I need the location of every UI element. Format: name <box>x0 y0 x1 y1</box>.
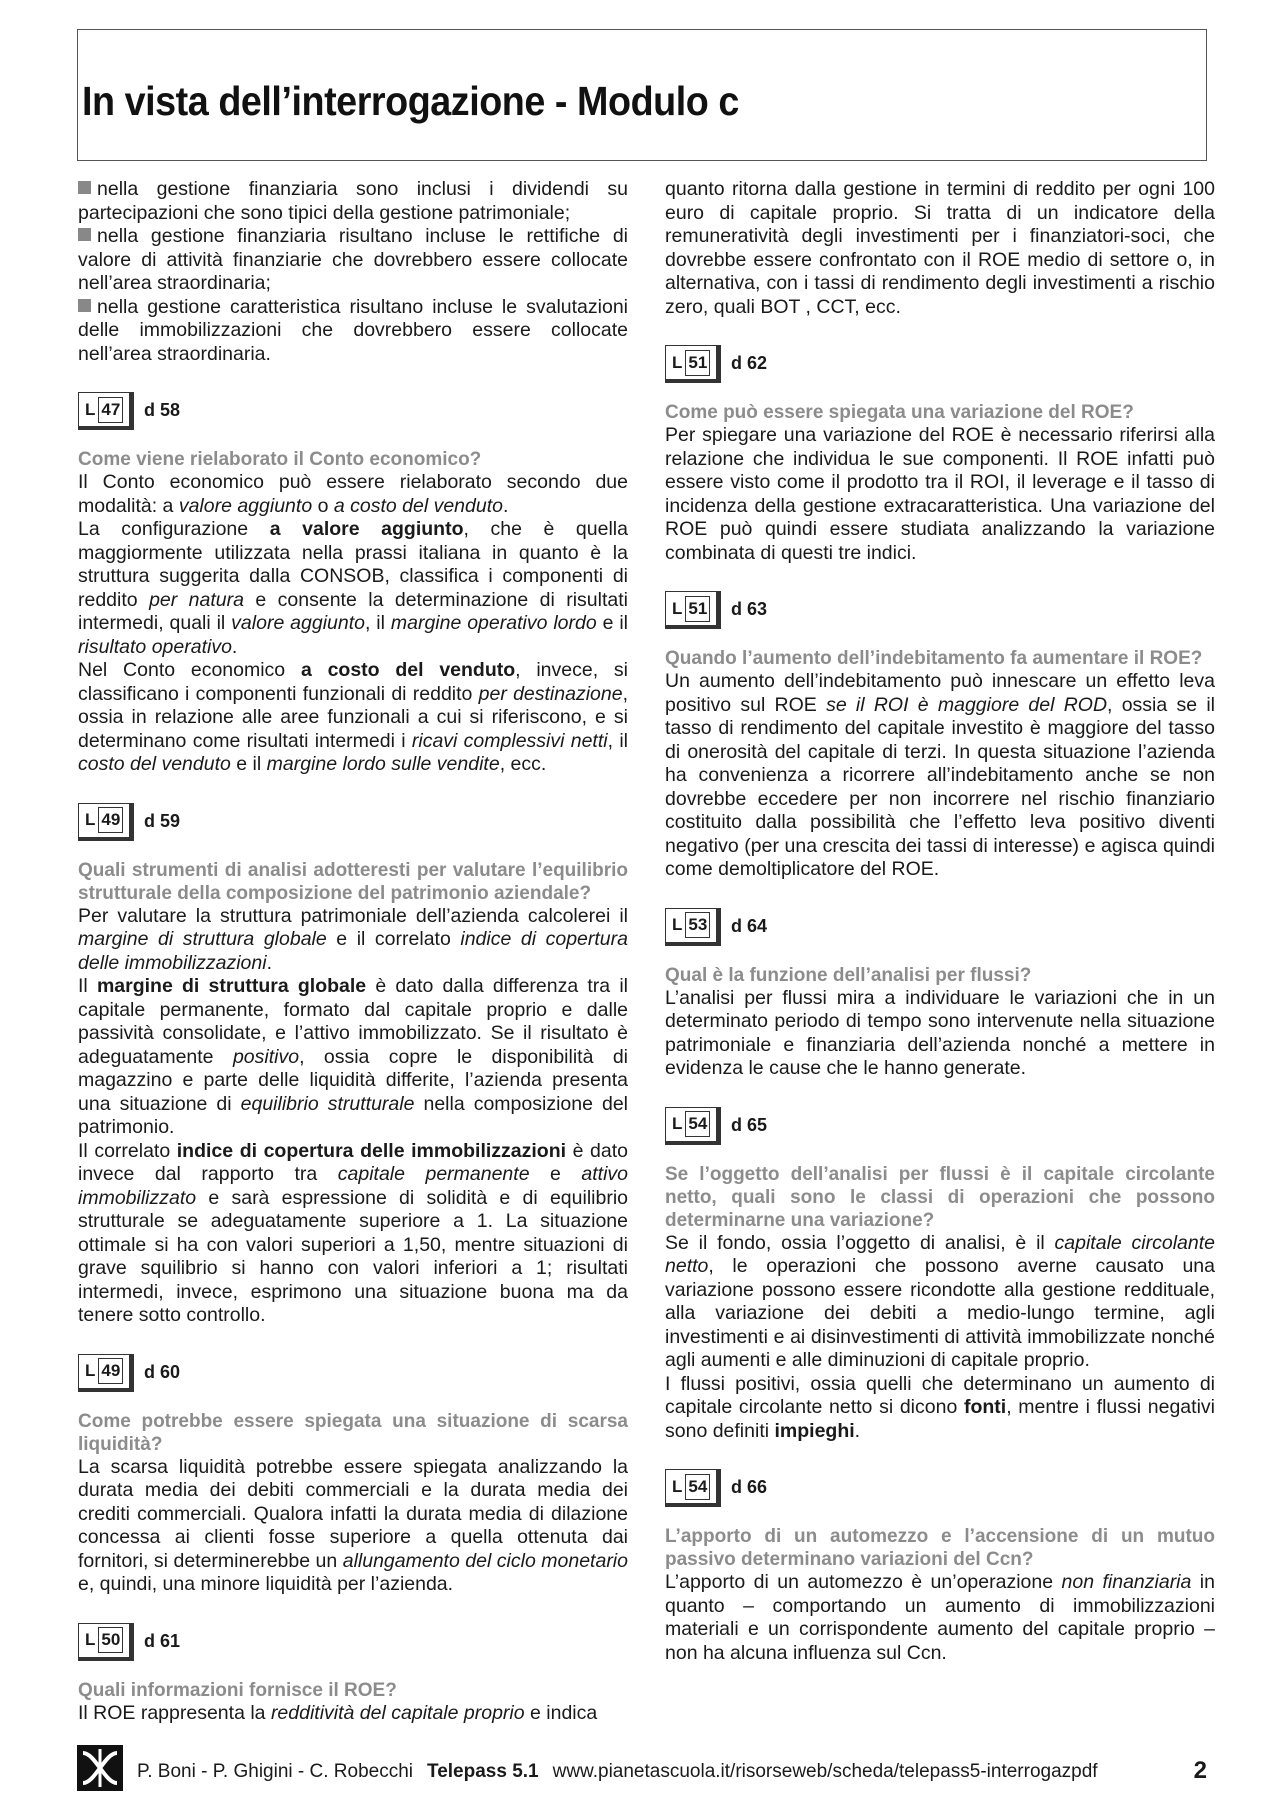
section-ref-d62 <box>665 343 1215 385</box>
lesson-tag: L 49 <box>78 803 134 841</box>
question: Come potrebbe essere spiegata una situazione di scarsa liquidità? <box>78 1410 628 1455</box>
footer <box>77 1745 1207 1795</box>
answer-paragraph: Il correlato indice di copertura delle immobilizzazioni è dato invece dal rapporto tra capitale permanente e attivo immobilizzato e sarà espressione di solidità e di equilibrio strutturale se adeguatamente superiore a 1. La situazione ottimale si ha con valori superiori a 1,50, mentre situazioni di grave squilibrio si hanno con valori inferiori a 1; risultati intermedi, invece, esprimono una situazione buona ma da tenere sotto controllo. <box>78 1139 628 1326</box>
lesson-tag: L 50 <box>78 1623 134 1661</box>
question: Se l’oggetto dell’analisi per flussi è il capitale circolante netto, quali sono le classi di operazioni che possono determinarne una variazione? <box>665 1163 1215 1231</box>
doc-ref: d 64 <box>731 915 768 936</box>
answer-paragraph: Il margine di struttura globale è dato dalla differenza tra il capitale permanente, formato dal capitale proprio e dalle passività consolidate, e l’attivo immobilizzato. Se il risultato è adeguatamente positivo, ossia copre le disponibilità di magazzino e parte delle liquidità differite, l’azienda presenta una situazione di equilibrio strutturale nella composizione del patrimonio. <box>78 975 629 1138</box>
square-bullet-icon <box>78 299 91 312</box>
list-item: nella gestione finanziaria sono inclusi i dividendi su partecipazioni che sono tipici della gestione patrimoniale; <box>78 178 628 224</box>
answer-paragraph: Per spiegare una variazione del ROE è necessario riferirsi alla relazione che individua le sue componenti. Il ROE infatti può essere visto come il prodotto tra il ROI, il leverage e il tasso di incidenza della gestione extracaratteristica. Una variazione del ROE può quindi essere studiata analizzando la variazione combinata di questi tre indici. <box>665 424 1215 564</box>
question: Qual è la funzione dell’analisi per flussi? <box>665 964 1032 986</box>
doc-ref: d 58 <box>144 400 181 421</box>
header-box <box>77 29 1207 161</box>
question: Come può essere spiegata una variazione del ROE? <box>665 402 1134 423</box>
answer-paragraph: Il Conto economico può essere rielaborato secondo due modalità: a valore aggiunto o a costo del venduto. <box>78 471 628 517</box>
lesson-tag: L 49 <box>78 1354 134 1392</box>
doc-ref: d 59 <box>144 810 181 831</box>
doc-ref: d 60 <box>144 1361 181 1382</box>
lesson-tag: L 54 <box>665 1107 721 1145</box>
footer-text <box>137 1761 1098 1783</box>
list-item: nella gestione finanziaria risultano incluse le rettifiche di valore di attività finanziarie che dovrebbero essere collocate nell’area straordinaria; <box>78 225 628 294</box>
square-bullet-icon <box>78 181 91 194</box>
lesson-tag: L 51 <box>665 345 721 383</box>
section-ref-d65 <box>665 1105 1215 1147</box>
answer-paragraph: Se il fondo, ossia l’oggetto di analisi, è il capitale circolante netto, le operazioni che possono averne causato una variazione possono essere ricondotte alla gestione reddituale, alla variazione dei debiti a medio-lungo termine, agli investimenti e ai disinvestimenti di attività immobilizzate nonché agli aumenti e alle diminuzioni di capitale proprio. <box>665 1231 1215 1371</box>
section-ref-d61 <box>78 1621 628 1663</box>
right-column <box>665 178 1215 1665</box>
page-number: 2 <box>1193 1757 1207 1784</box>
lesson-tag: L 51 <box>665 591 721 629</box>
answer-paragraph: La scarsa liquidità potrebbe essere spiegata analizzando la durata media dei debiti commerciali e la durata media dei crediti commerciali. Qualora infatti la durata media di dilazione concessa ai clienti fosse superiore a quella ottenuta dai fornitori, si determinerebbe un allungamento del ciclo monetario e, quindi, una minore liquidità per l’azienda. <box>78 1455 628 1595</box>
answer-paragraph: I flussi positivi, ossia quelli che determinano un aumento di capitale circolante netto si dicono fonti, mentre i flussi negativi sono definiti impieghi. <box>665 1372 1215 1442</box>
doc-ref: d 63 <box>731 599 768 620</box>
doc-ref: d 66 <box>731 1477 768 1498</box>
footer-book: Telepass 5.1 <box>427 1761 539 1782</box>
section-ref-d64 <box>665 906 1215 948</box>
answer-paragraph: La configurazione a valore aggiunto, che è quella maggiormente utilizzata nella prassi italiana in quanto è la struttura suggerita dalla CONSOB, classifica i componenti di reddito per natura e consente la determinazione di risultati intermedi, quali il valore aggiunto, il margine operativo lordo e il risultato operativo. <box>78 518 628 658</box>
answer-paragraph: Per valutare la struttura patrimoniale dell’azienda calcolerei il margine di struttura globale e il correlato indice di copertura delle immobilizzazioni. <box>78 904 628 974</box>
doc-ref: d 61 <box>144 1630 181 1651</box>
answer-paragraph: L’analisi per flussi mira a individuare le variazioni che in un determinato periodo di tempo sono intervenute nella situazione patrimoniale e finanziaria dell’azienda nonché a mettere in evidenza le cause che le hanno generate. <box>665 986 1215 1079</box>
question: Quali informazioni fornisce il ROE? <box>78 1679 397 1701</box>
section-ref-d60 <box>78 1352 628 1394</box>
question: Quali strumenti di analisi adotteresti per valutare l’equilibrio strutturale della composizione del patrimonio aziendale? <box>78 859 628 904</box>
list-item: nella gestione caratteristica risultano incluse le svalutazioni delle immobilizzazioni che dovrebbero essere collocate nell’area straordinaria. <box>78 295 628 365</box>
question: Come viene rielaborato il Conto economico? <box>78 449 482 470</box>
doc-ref: d 65 <box>731 1114 768 1135</box>
section-ref-d58 <box>78 390 628 432</box>
lesson-tag: L 53 <box>665 908 721 946</box>
footer-authors: P. Boni - P. Ghigini - C. Robecchi <box>137 1761 413 1782</box>
doc-ref: d 62 <box>731 353 768 374</box>
publisher-logo-icon <box>77 1745 123 1791</box>
answer-paragraph: L’apporto di un automezzo è un’operazione non finanziaria in quanto – comportando un aumento di immobilizzazioni materiali e un corrispondente aumento del capitale proprio – non ha alcuna influenza sul Ccn. <box>665 1571 1215 1664</box>
answer-paragraph: Nel Conto economico a costo del venduto, invece, si classificano i componenti funzionali di reddito per destinazione, ossia in relazione alle aree funzionali a cui si riferiscono, e si determinano come risultati intermedi i ricavi complessivi netti, il costo del venduto e il margine lordo sulle vendite, ecc. <box>78 659 629 775</box>
section-ref-d59 <box>78 801 628 843</box>
section-ref-d66 <box>665 1467 1215 1509</box>
answer-paragraph: quanto ritorna dalla gestione in termini di reddito per ogni 100 euro di capitale proprio. Si tratta di un indicatore della remuneratività degli investimenti per i finanziatori-soci, che dovrebbe essere confrontato con il ROE medio di settore o, in alternativa, con i tassi di rendimento degli investimenti a rischio zero, quali BOT , CCT, ecc. <box>665 178 1215 318</box>
square-bullet-icon <box>78 228 91 241</box>
section-ref-d63 <box>665 589 1215 631</box>
lesson-tag: L 47 <box>78 392 134 430</box>
question: L’apporto di un automezzo e l’accensione di un mutuo passivo determinano variazioni del Ccn? <box>665 1526 1215 1570</box>
page-title: In vista dell’interrogazione - Modulo c <box>82 78 739 124</box>
footer-url[interactable]: www.pianetascuola.it/risorseweb/scheda/telepass5-interrogazpdf <box>552 1761 1098 1782</box>
answer-paragraph: Il ROE rappresenta la redditività del capitale proprio e indica <box>78 1701 598 1724</box>
left-column <box>78 178 628 1725</box>
lesson-tag: L 54 <box>665 1469 721 1507</box>
question: Quando l’aumento dell’indebitamento fa aumentare il ROE? <box>665 648 1203 669</box>
answer-paragraph: Un aumento dell’indebitamento può innescare un effetto leva positivo sul ROE se il ROI è maggiore del ROD, ossia se il tasso di rendimento del capitale investito è maggiore del tasso di onerosità del capitale di terzi. In questa situazione l’azienda ha convenienza a ricorrere all’indebitamento anche se non dovrebbe eccedere per non incorrere nel rischio finanziario costituito dalla possibilità che l’effetto leva positivo diventi negativo (per una crescita dei tassi di interesse) e agisca quindi come demoltiplicatore del ROE. <box>665 670 1215 880</box>
